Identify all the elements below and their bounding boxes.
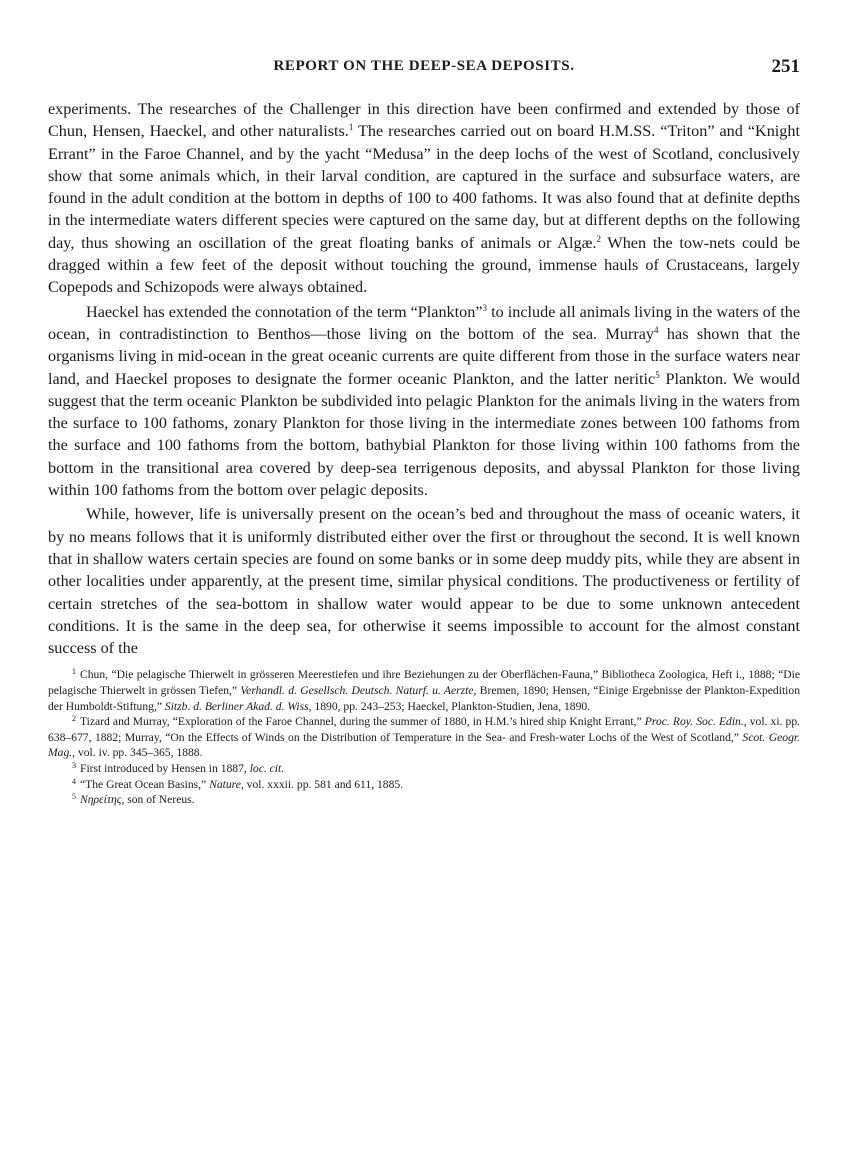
page	[48, 58, 800, 808]
footnote-ref: 2	[596, 233, 601, 244]
footnote-mark: 3	[72, 760, 76, 770]
footnote-mark: 4	[72, 776, 76, 786]
footnote-ref: 3	[482, 302, 488, 313]
body-paragraph	[48, 503, 800, 659]
footnote-text: Νηρείτης	[80, 793, 122, 807]
paragraph-text: experiments. The researches of the Challenger in this direction have been confirmed and extended by those of Chun, Hensen, Haeckel, and other naturalists.	[48, 100, 800, 141]
paragraph-text: Plankton. We would suggest that the term oceanic Plankton be subdivided into pelagic Plankton for the animals living in the waters from the surface to 100 fathoms, zonary Plankton for those living in the intermediate zones between 100 fathoms from the surface and 100 fathoms from the bottom, bathybial Plankton for those living within 100 fathoms from the bottom in the transitional area covered by deep-sea terrigenous deposits, and abyssal Plankton for those living within 100 fathoms from the bottom over pelagic deposits.	[48, 369, 800, 500]
footnote	[48, 714, 800, 761]
footnote-text: Proc. Roy. Soc. Edin.	[644, 715, 744, 729]
footnote-ref: 5	[655, 369, 660, 380]
footnote-text: Nature	[209, 777, 241, 791]
footnote	[48, 761, 800, 777]
footnote-text: , vol. xxxii. pp. 581 and 611, 1885.	[240, 777, 404, 791]
body-paragraph	[48, 301, 800, 502]
footnote	[48, 777, 800, 793]
footnote-text: First introduced by Hensen in 1887,	[80, 761, 250, 775]
footnote-ref: 4	[654, 324, 659, 335]
footnote-text: Tizard and Murray, “Exploration of the Faroe Channel, during the summer of 1880, in H.M.’s hired ship Knight Errant,”	[80, 715, 645, 729]
footnote-mark: 5	[72, 792, 76, 802]
footnote-text: , Bremen, 1890; Hensen, “Einige Ergebnisse der Plankton-Expedition der Humboldt-Stiftung,”	[48, 684, 800, 713]
paragraph-text: to include all animals living in the waters of the ocean, in contradistinction to Benthos—those living on the bottom of the sea. Murray	[48, 302, 801, 343]
footnote-mark: 1	[72, 667, 76, 677]
footnote-text: , son of Nereus.	[121, 793, 195, 807]
footnotes	[48, 667, 800, 807]
footnote-text: loc. cit.	[249, 761, 285, 775]
paragraph-text: When the tow-nets could be dragged within a few feet of the deposit without touching the ground, immense hauls of Crustaceans, largely Copepods and Schizopods were always obtained.	[48, 233, 800, 297]
body-text	[48, 98, 800, 659]
footnote-text: , vol. iv. pp. 345–365, 1888.	[72, 746, 203, 760]
footnote-text: Chun, “Die pelagische Thierwelt in grösseren Meerestiefen und ihre Beziehungen zu der Oberflächen-Fauna,” Bibliotheca Zoologica, Heft i., 1888; “Die pelagische Thierwelt in grössen Tiefen,”	[48, 668, 800, 698]
paragraph-text: has shown that the organisms living in mid-ocean in the great oceanic currents are quite different from those in the surface waters near land, and Haeckel proposes to designate the former oceanic Plankton, and the latter neritic	[48, 324, 800, 388]
footnote-text: Scot. Geogr. Mag.	[48, 730, 801, 760]
footnote	[48, 792, 800, 808]
footnote-text: “The Great Ocean Basins,”	[80, 777, 210, 791]
running-head	[48, 58, 800, 84]
paragraph-text: Haeckel has extended the connotation of the term “Plankton”	[86, 302, 483, 321]
footnote	[48, 667, 800, 714]
footnote-text: Verhandl. d. Gesellsch. Deutsch. Naturf. u. Aerzte	[240, 684, 474, 698]
body-paragraph	[48, 98, 800, 299]
footnote-text: Sitzb. d. Berliner Akad. d. Wiss	[164, 699, 309, 713]
running-title: REPORT ON THE DEEP-SEA DEPOSITS.	[273, 58, 575, 74]
paragraph-text: The researches carried out on board H.M.SS. “Triton” and “Knight Errant” in the Faroe Channel, and by the yacht “Medusa” in the deep lochs of the west of Scotland, conclusively show that some animals which, in their larval condition, are captured in the surface and subsurface waters, are found in the adult condition at the bottom in depths of 100 to 400 fathoms. It was also found that at definite depths in the intermediate waters different species were captured on the same day, but at different depths on the following day, thus showing an oscillation of the great floating banks of animals or Algæ.	[48, 122, 800, 252]
page-number: 251	[771, 56, 800, 77]
footnote-text: , vol. xi. pp. 638–677, 1882; Murray, “On the Effects of Winds on the Distribution of Temperature in the Sea- and Fresh-water Lochs of the West of Scotland,”	[48, 715, 801, 744]
footnote-text: , 1890, pp. 243–253; Haeckel, Plankton-Studien, Jena, 1890.	[308, 699, 591, 713]
footnote-mark: 2	[72, 714, 76, 724]
footnote-ref: 1	[348, 122, 354, 133]
paragraph-text: While, however, life is universally present on the ocean’s bed and throughout the mass of oceanic waters, it by no means follows that it is uniformly distributed either over the first or throughout the second. It is well known that in shallow waters certain species are found on some banks or in some deep muddy pits, while they are absent in other localities under apparently, at the present time, similar physical conditions. The productiveness or fertility of certain stretches of the sea-bottom in shallow water would appear to be due to some unknown antecedent conditions. It is the same in the deep sea, for otherwise it seems impossible to account for the almost constant success of the	[48, 505, 800, 658]
